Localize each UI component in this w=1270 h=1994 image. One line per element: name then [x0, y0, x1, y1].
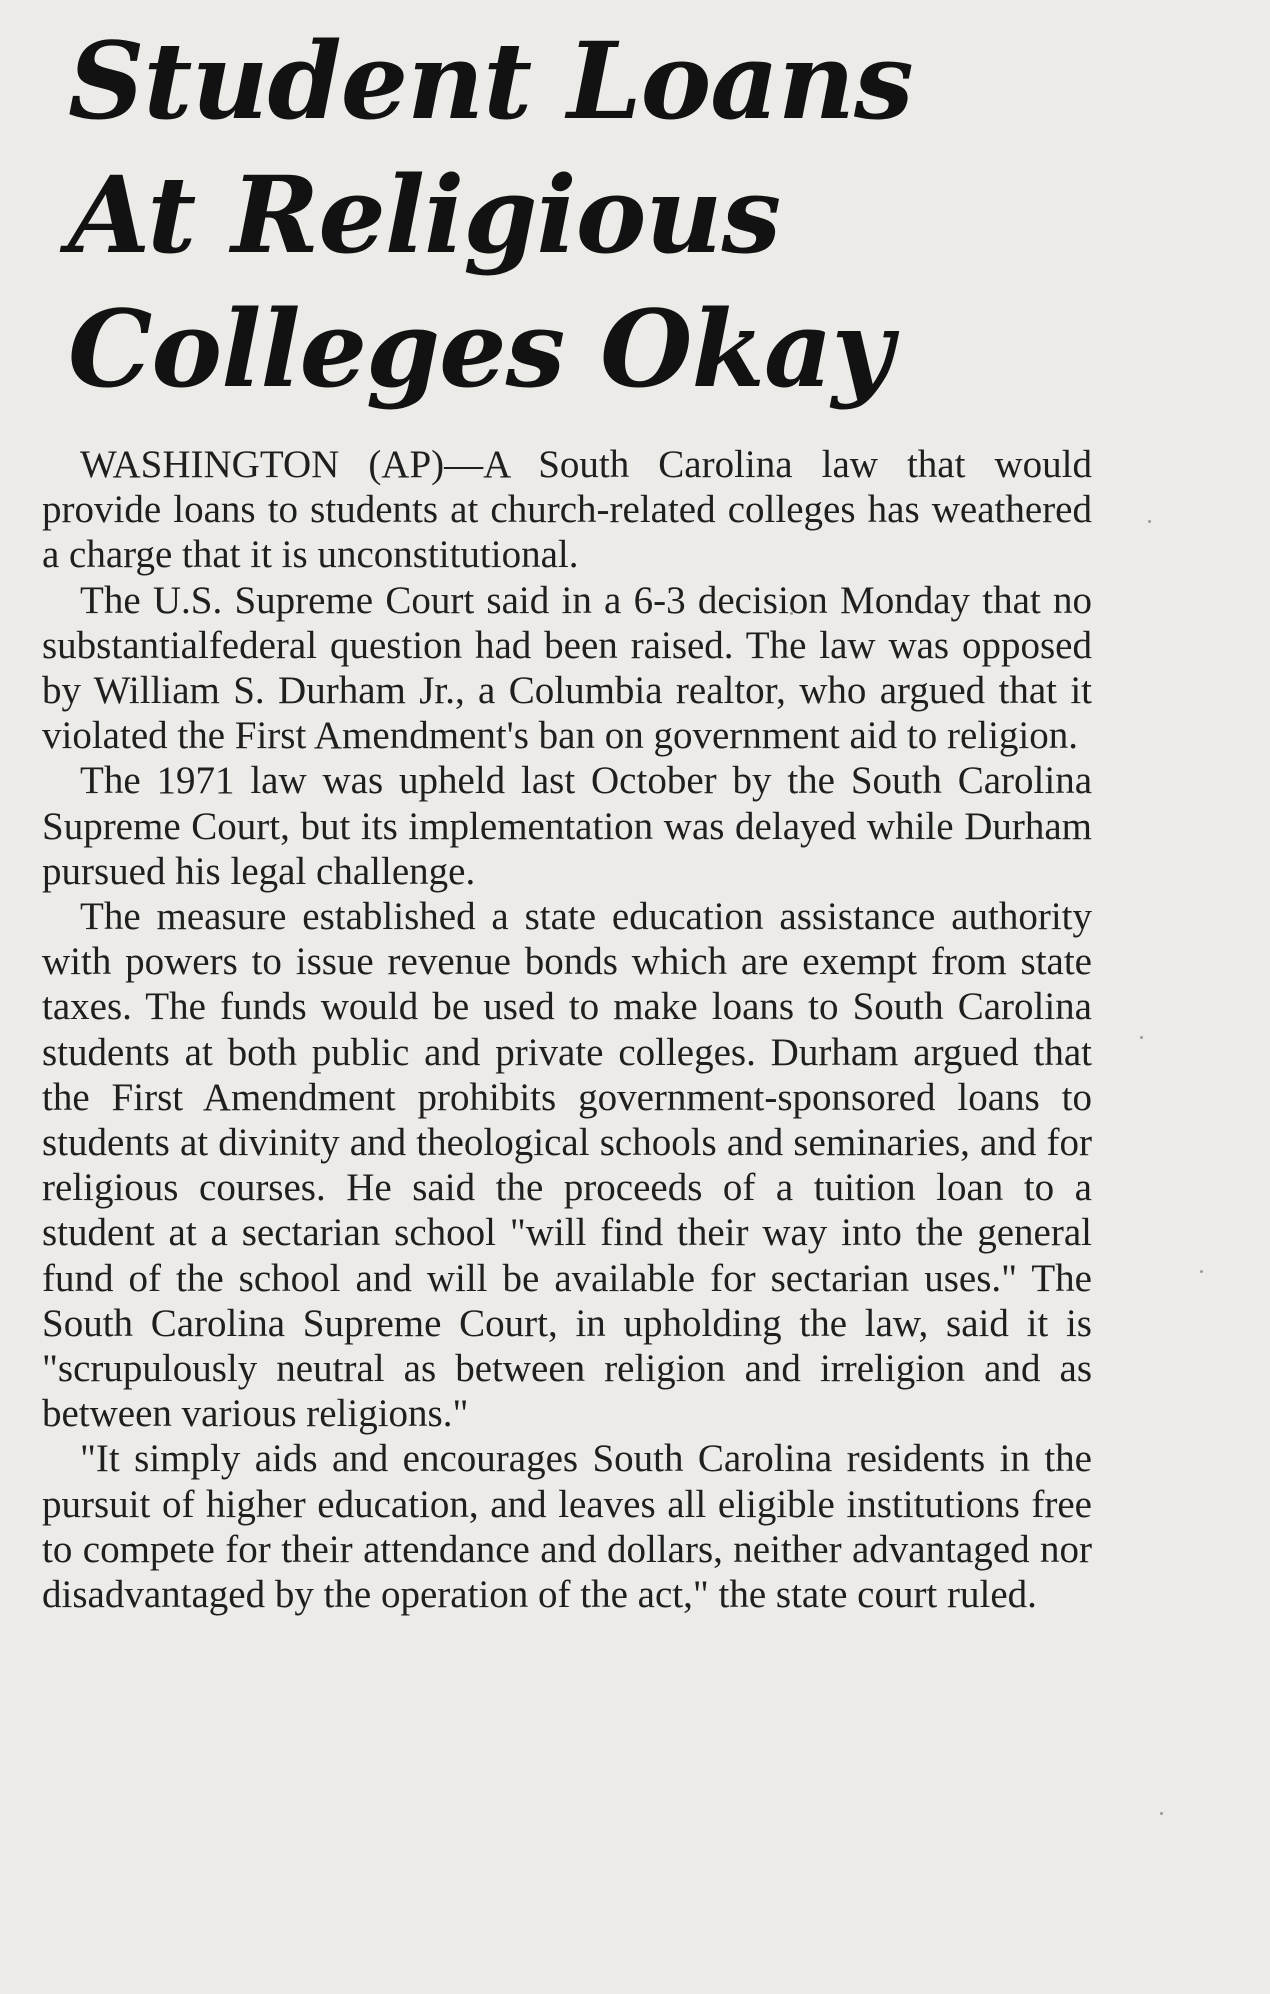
article-body [42, 442, 1092, 1617]
print-speck [1200, 1270, 1203, 1273]
headline-line-1: Student Loans [68, 18, 913, 143]
print-speck [1140, 1036, 1143, 1039]
paragraph-dateline: WASHINGTON (AP)—A South Carolina law that would provide loans to students at church-related colleges has weathered a charge that it is unconstitutional. [42, 443, 1092, 577]
print-speck [1148, 520, 1151, 523]
paragraph-state-court-quote: "It simply aids and encourages South Carolina residents in the pursuit of higher education, and leaves all eligible institutions free to compete for their attendance and dollars, neither advantaged nor disadvantaged by the operation of the act," the state court ruled. [42, 1437, 1092, 1617]
paragraph-supreme-court: The U.S. Supreme Court said in a 6-3 decision Monday that no substantialfederal question had been raised. The law was opposed by William S. Durham Jr., a Columbia realtor, who argued that it violated the First Amendment's ban on government aid to religion. [42, 578, 1092, 758]
paragraph-measure: The measure established a state education assistance authority with powers to issue revenue bonds which are exempt from state taxes. The funds would be used to make loans to South Carolina students at both public and private colleges. Durham argued that the First Amendment prohibits government-sponsored loans to students at divinity and theological schools and seminaries, and for religious courses. He said the proceeds of a tuition loan to a student at a sectarian school "will find their way into the general fund of the school and will be available for sectarian uses." The South Carolina Supreme Court, in upholding the law, said it is "scrupulously neutral as between religion and irreligion and as between various religions." [42, 895, 1092, 1436]
paragraph-1971-law: The 1971 law was upheld last October by the South Carolina Supreme Court, but its implementation was delayed while Durham pursued his legal challenge. [42, 759, 1092, 893]
print-speck [1160, 1812, 1163, 1815]
headline [68, 14, 1092, 416]
article [42, 14, 1092, 1617]
headline-line-2: At Religious [68, 152, 781, 277]
headline-line-3: Colleges Okay [68, 286, 893, 411]
